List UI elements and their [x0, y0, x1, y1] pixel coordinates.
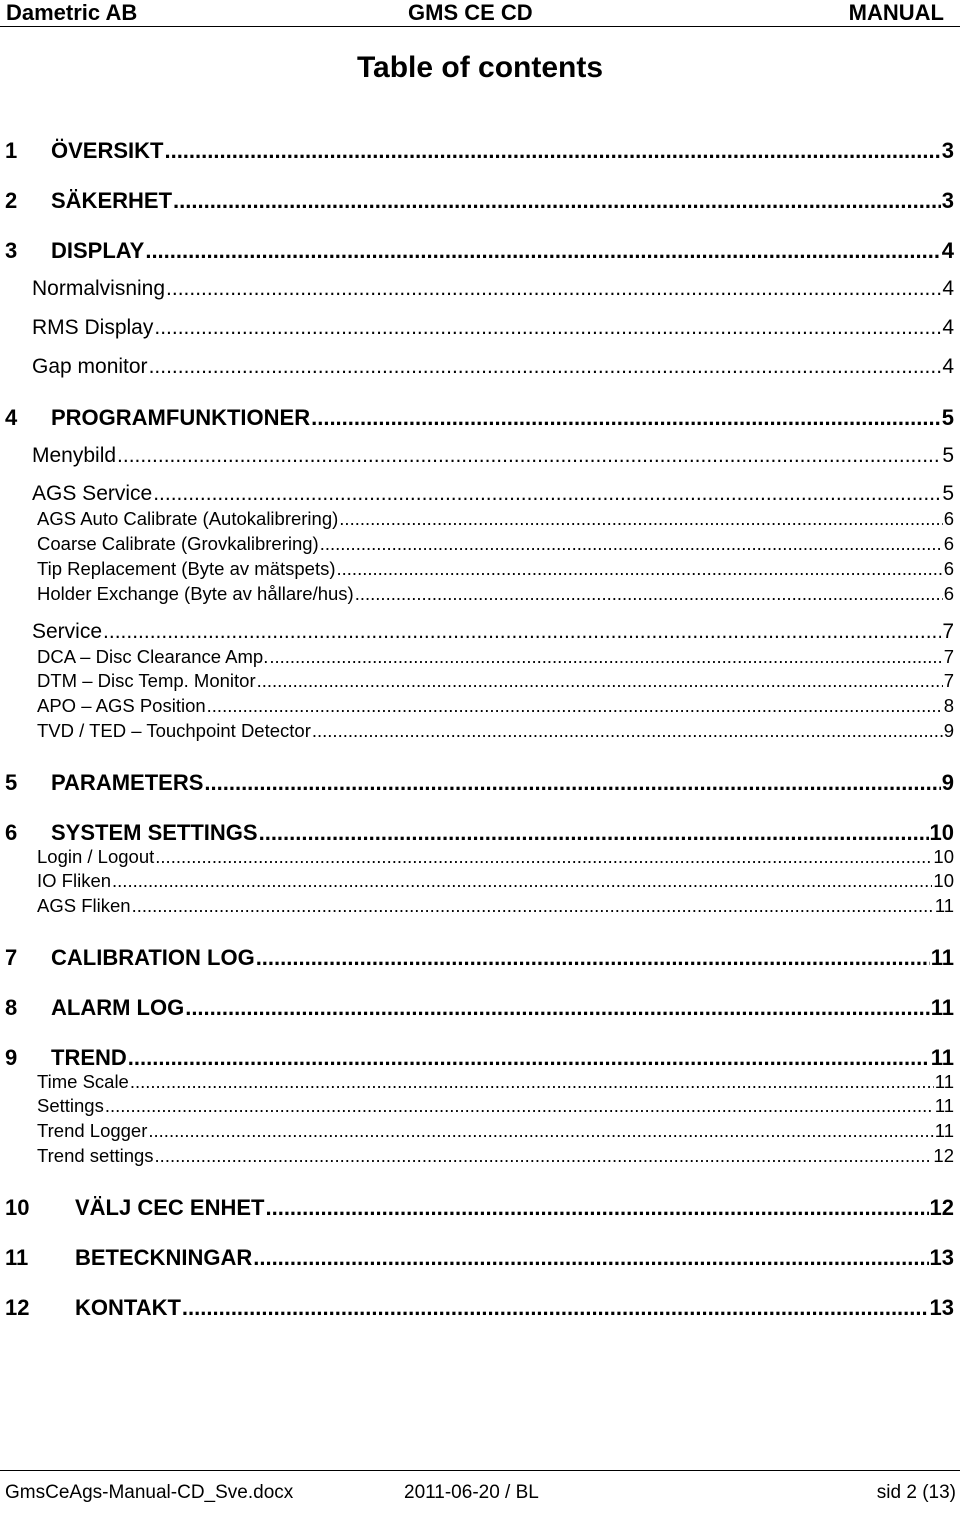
- header-company: Dametric AB: [6, 0, 138, 25]
- toc-entry-page: 8: [943, 695, 954, 716]
- toc-entry[interactable]: [37, 646, 954, 668]
- toc-entry[interactable]: [37, 583, 954, 605]
- toc-dot-leader: [148, 1120, 933, 1142]
- toc-entry[interactable]: [32, 277, 954, 301]
- toc-entry[interactable]: [37, 1120, 954, 1142]
- toc-entry-page: 13: [929, 1295, 954, 1320]
- toc-entry-page: 7: [942, 620, 954, 643]
- toc-entry[interactable]: [37, 670, 954, 692]
- toc-entry[interactable]: [5, 945, 954, 971]
- toc-entry[interactable]: [37, 558, 954, 580]
- toc-dot-leader: [105, 1095, 934, 1117]
- toc-entry[interactable]: [5, 1045, 954, 1071]
- toc-entry-page: 6: [943, 533, 954, 554]
- toc-entry-page: 12: [929, 1195, 954, 1220]
- toc-entry-page: 4: [942, 277, 954, 300]
- toc-entry-number: 6: [5, 820, 18, 845]
- toc-entry-number: 7: [5, 945, 18, 970]
- toc-entry-title: VÄLJ CEC ENHET: [75, 1195, 265, 1220]
- toc-entry-page: 11: [930, 1045, 954, 1070]
- toc-entry-page: 6: [943, 583, 954, 604]
- toc-entry[interactable]: [5, 995, 954, 1021]
- toc-dot-leader: [145, 238, 940, 264]
- toc-entry[interactable]: [32, 316, 954, 340]
- toc-entry[interactable]: [5, 770, 954, 796]
- toc-dot-leader: [166, 277, 941, 301]
- toc-dot-leader: [132, 895, 934, 917]
- toc-entry-title: DTM – Disc Temp. Monitor: [37, 670, 256, 691]
- toc-entry[interactable]: [37, 1071, 954, 1093]
- toc-entry[interactable]: [37, 508, 954, 530]
- toc-entry-title: IO Fliken: [37, 870, 112, 891]
- toc-entry[interactable]: [5, 1195, 954, 1221]
- toc-entry-page: 11: [930, 995, 954, 1020]
- toc-dot-leader: [155, 1145, 933, 1167]
- toc-entry-title: CALIBRATION LOG: [51, 945, 255, 970]
- toc-entry-number: 1: [5, 138, 18, 163]
- toc-entry-title: BETECKNINGAR: [75, 1245, 253, 1270]
- toc-entry[interactable]: [32, 355, 954, 379]
- toc-entry-page: 7: [943, 646, 954, 667]
- toc-entry-number: 4: [5, 405, 18, 430]
- toc-entry-page: 6: [943, 508, 954, 529]
- toc-dot-leader: [117, 444, 941, 468]
- toc-dot-leader: [149, 355, 942, 379]
- toc-dot-leader: [256, 945, 930, 971]
- toc-entry[interactable]: [37, 695, 954, 717]
- toc-dot-leader: [311, 405, 941, 431]
- toc-entry-title: AGS Service: [32, 482, 153, 505]
- toc-dot-leader: [269, 646, 942, 668]
- toc-entry[interactable]: [37, 720, 954, 742]
- toc-entry[interactable]: [32, 620, 954, 644]
- toc-entry-number: 3: [5, 238, 18, 263]
- toc-entry-title: ALARM LOG: [51, 995, 185, 1020]
- toc-entry-title: Normalvisning: [32, 277, 166, 300]
- toc-dot-leader: [320, 533, 943, 555]
- toc-entry[interactable]: [5, 188, 954, 214]
- toc-entry-title: KONTAKT: [75, 1295, 181, 1320]
- toc-entry-number: 11: [5, 1245, 29, 1270]
- toc-entry-page: 10: [933, 870, 954, 891]
- toc-entry-title: TREND: [51, 1045, 127, 1070]
- toc-dot-leader: [265, 1195, 928, 1221]
- toc-dot-leader: [185, 995, 930, 1021]
- toc-entry-page: 11: [934, 895, 954, 916]
- toc-dot-leader: [182, 1295, 929, 1321]
- toc-entry-page: 3: [941, 188, 954, 213]
- toc-entry-title: Gap monitor: [32, 355, 148, 378]
- toc-entry-page: 4: [941, 238, 954, 263]
- toc-entry[interactable]: [5, 405, 954, 431]
- toc-entry-page: 5: [942, 444, 954, 467]
- toc-entry[interactable]: [37, 533, 954, 555]
- toc-entry-title: RMS Display: [32, 316, 154, 339]
- toc-entry-page: 4: [942, 316, 954, 339]
- toc-dot-leader: [355, 583, 943, 605]
- toc-entry-title: Holder Exchange (Byte av hållare/hus): [37, 583, 354, 604]
- toc-dot-leader: [154, 316, 941, 340]
- toc-entry-page: 11: [934, 1120, 954, 1141]
- toc-entry[interactable]: [5, 138, 954, 164]
- footer-page-number: sid 2 (13): [876, 1482, 956, 1503]
- toc-entry-title: Time Scale: [37, 1071, 129, 1092]
- page-title: Table of contents: [356, 51, 604, 84]
- header-product: GMS CE CD: [408, 0, 533, 25]
- toc-entry-title: Settings: [37, 1095, 104, 1116]
- toc-entry-page: 9: [943, 720, 954, 741]
- toc-dot-leader: [103, 620, 941, 644]
- toc-entry[interactable]: [5, 238, 954, 264]
- toc-entry-page: 6: [943, 558, 954, 579]
- toc-entry-title: Login / Logout: [37, 846, 155, 867]
- toc-entry-title: Tip Replacement (Byte av mätspets): [37, 558, 336, 579]
- toc-entry-page: 5: [941, 405, 954, 430]
- toc-entry[interactable]: [37, 895, 954, 917]
- toc-dot-leader: [339, 508, 942, 530]
- toc-dot-leader: [164, 138, 940, 164]
- toc-entry-title: Trend settings: [37, 1145, 154, 1166]
- toc-entry-page: 11: [934, 1095, 954, 1116]
- toc-entry-page: 10: [929, 820, 954, 845]
- toc-entry[interactable]: [37, 846, 954, 868]
- toc-entry-title: DCA – Disc Clearance Amp.: [37, 646, 269, 667]
- toc-entry-title: SÄKERHET: [51, 188, 173, 213]
- toc-entry-page: 10: [933, 846, 954, 867]
- toc-dot-leader: [259, 820, 929, 846]
- toc-dot-leader: [312, 720, 943, 742]
- toc-entry-number: 5: [5, 770, 18, 795]
- toc-entry[interactable]: [37, 870, 954, 892]
- toc-entry[interactable]: [37, 1095, 954, 1117]
- toc-entry-title: PARAMETERS: [51, 770, 204, 795]
- toc-entry-number: 2: [5, 188, 18, 213]
- toc-entry-number: 9: [5, 1045, 18, 1070]
- toc-dot-leader: [204, 770, 940, 796]
- toc-entry-title: Menybild: [32, 444, 117, 467]
- toc-entry-page: 11: [930, 945, 954, 970]
- toc-entry-title: Coarse Calibrate (Grovkalibrering): [37, 533, 319, 554]
- toc-entry-page: 9: [941, 770, 954, 795]
- toc-entry-number: 10: [5, 1195, 30, 1220]
- toc-dot-leader: [207, 695, 943, 717]
- toc-entry[interactable]: [32, 482, 954, 506]
- toc-entry[interactable]: [5, 820, 954, 846]
- toc-entry-title: SYSTEM SETTINGS: [51, 820, 258, 845]
- toc-entry-number: 12: [5, 1295, 30, 1320]
- toc-dot-leader: [253, 1245, 928, 1271]
- header-doc-type: MANUAL: [848, 0, 944, 25]
- toc-dot-leader: [337, 558, 943, 580]
- toc-entry-title: AGS Fliken: [37, 895, 131, 916]
- toc-dot-leader: [257, 670, 943, 692]
- toc-dot-leader: [155, 846, 932, 868]
- toc-entry-title: DISPLAY: [51, 238, 145, 263]
- toc-entry-title: TVD / TED – Touchpoint Detector: [37, 720, 311, 741]
- toc-entry-title: Trend Logger: [37, 1120, 148, 1141]
- footer-filename: GmsCeAgs-Manual-CD_Sve.docx: [5, 1482, 294, 1503]
- toc-entry[interactable]: [5, 1245, 954, 1271]
- toc-entry[interactable]: [32, 444, 954, 468]
- toc-dot-leader: [130, 1071, 934, 1093]
- page-footer: [0, 1470, 960, 1505]
- toc-entry[interactable]: [5, 1295, 954, 1321]
- toc-dot-leader: [173, 188, 941, 214]
- toc-entry-page: 11: [934, 1071, 954, 1092]
- toc-entry-title: PROGRAMFUNKTIONER: [51, 405, 311, 430]
- toc-entry-title: AGS Auto Calibrate (Autokalibrering): [37, 508, 339, 529]
- toc-entry-number: 8: [5, 995, 18, 1020]
- toc-entry-page: 3: [941, 138, 954, 163]
- toc-dot-leader: [112, 870, 932, 892]
- toc-entry-page: 4: [942, 355, 954, 378]
- toc-dot-leader: [153, 482, 941, 506]
- toc-entry[interactable]: [37, 1145, 954, 1167]
- footer-date-author: 2011-06-20 / BL: [404, 1482, 539, 1503]
- toc-entry-title: APO – AGS Position: [37, 695, 206, 716]
- toc-entry-page: 7: [943, 670, 954, 691]
- toc-entry-title: ÖVERSIKT: [51, 138, 164, 163]
- toc-entry-title: Service: [32, 620, 103, 643]
- toc-entry-page: 5: [942, 482, 954, 505]
- toc-entry-page: 12: [933, 1145, 954, 1166]
- toc-dot-leader: [128, 1045, 930, 1071]
- toc-entry-page: 13: [929, 1245, 954, 1270]
